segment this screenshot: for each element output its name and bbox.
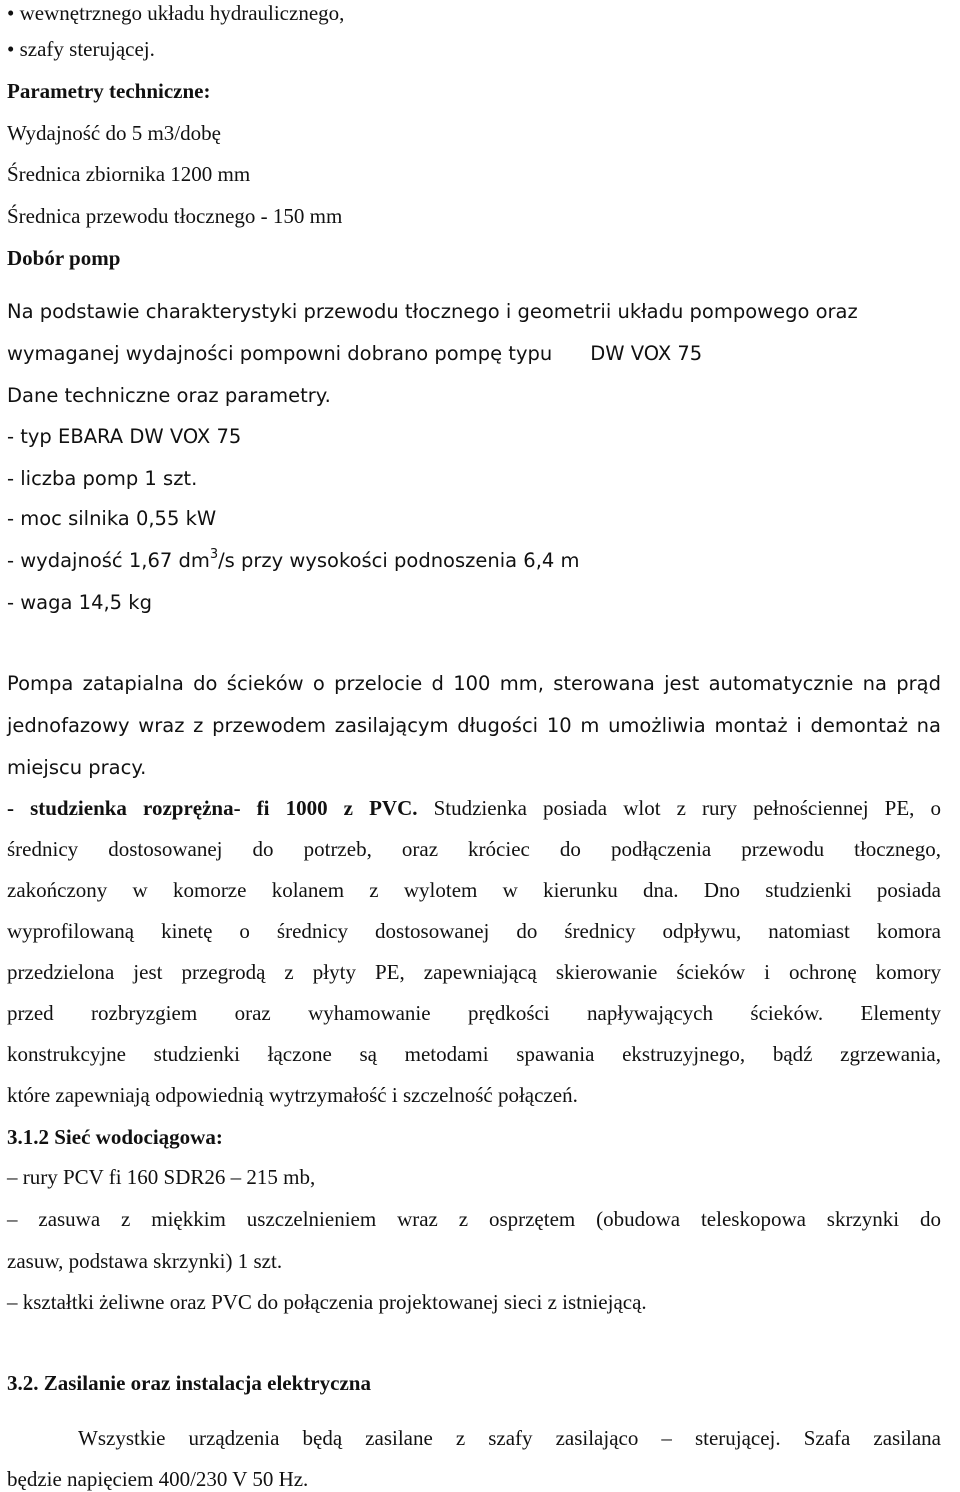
bullet-hydraulic: • wewnętrznego układu hydraulicznego, [7,1,345,25]
power-line2: będzie napięciem 400/230 V 50 Hz. [7,1467,309,1491]
pump-spec-count: - liczba pomp 1 szt. [7,467,198,490]
pump-intro-line2 [7,341,702,367]
water-network-heading: 3.1.2 Sieć wodociągowa: [7,1125,223,1149]
pump-flow-superscript: 3 [209,546,219,562]
power-heading: 3.2. Zasilanie oraz instalacja elektryczna [7,1371,371,1395]
water-network-item-pipes: – rury PCV fi 160 SDR26 – 215 mb, [7,1165,316,1189]
chamber-line: zakończony w komorze kolanem z wylotem w kierunku dna. Dno studzienki posiada [7,878,941,902]
pump-spec-flow [7,548,580,574]
pump-intro-line1: Na podstawie charakterystyki przewodu tłocznego i geometrii układu pompowego oraz [7,300,858,323]
pump-description-line1: Pompa zatapialna do ścieków o przelocie d 100 mm, sterowana jest automatycznie na prąd [7,672,941,695]
chamber-line: wyprofilowaną kinetę o średnicy dostosowanej do średnicy odpływu, natomiast komora [7,919,941,943]
water-network-item-valve-cont: zasuw, podstawa skrzynki) 1 szt. [7,1249,283,1273]
water-network-item-fittings: – kształtki żeliwne oraz PVC do połączenia projektowanej sieci z istniejącą. [7,1290,647,1314]
pump-description-line2: jednofazowy wraz z przewodem zasilającym długości 10 m umożliwia montaż i demontaż na [7,714,941,737]
power-line1: Wszystkie urządzenia będą zasilane z szafy zasilająco – sterującej. Szafa zasilana [78,1426,941,1450]
chamber-last-line: które zapewniają odpowiednią wytrzymałość i szczelność połączeń. [7,1083,578,1107]
pump-model: DW VOX 75 [590,342,703,365]
tech-param-tank-diameter: Średnica zbiornika 1200 mm [7,162,251,186]
pump-spec-motor-power: - moc silnika 0,55 kW [7,507,217,530]
pump-flow-prefix: - wydajność 1,67 dm [7,549,210,572]
chamber-line: konstrukcyjne studzienki łączone są metodami spawania ekstruzyjnego, bądź zgrzewania, [7,1042,941,1066]
pump-spec-heading: Dane techniczne oraz parametry. [7,384,331,407]
chamber-first-line [7,795,941,821]
chamber-line: przedzielona jest przegrodą z płyty PE, zapewniającą skierowanie ścieków i ochronę komory [7,960,941,984]
chamber-line: średnicy dostosowanej do potrzeb, oraz króciec do podłączenia przewodu tłocznego, [7,837,941,861]
chamber-first-line-text: Studzienka posiada wlot z rury pełnościennej PE, o [417,796,941,820]
pump-spec-type: - typ EBARA DW VOX 75 [7,425,242,448]
tech-param-pipe-diameter: Średnica przewodu tłocznego - 150 mm [7,204,343,228]
tech-param-capacity: Wydajność do 5 m3/dobę [7,121,221,145]
water-network-item-valve: – zasuwa z miękkim uszczelnieniem wraz z osprzętem (obudowa teleskopowa skrzynki do [7,1207,941,1231]
chamber-line: przed rozbryzgiem oraz wyhamowanie prędkości napływających ścieków. Elementy [7,1001,941,1025]
pump-description-line3: miejscu pracy. [7,756,147,779]
chamber-heading: - studzienka rozprężna- fi 1000 z PVC. [7,796,418,820]
bullet-control-cabinet: • szafy sterującej. [7,37,155,61]
tech-params-heading: Parametry techniczne: [7,79,211,103]
pump-flow-suffix: /s przy wysokości podnoszenia 6,4 m [218,549,580,572]
pump-spec-weight: - waga 14,5 kg [7,591,152,614]
pump-selection-heading: Dobór pomp [7,246,121,270]
pump-intro-text: wymaganej wydajności pompowni dobrano pompę typu [7,342,553,365]
